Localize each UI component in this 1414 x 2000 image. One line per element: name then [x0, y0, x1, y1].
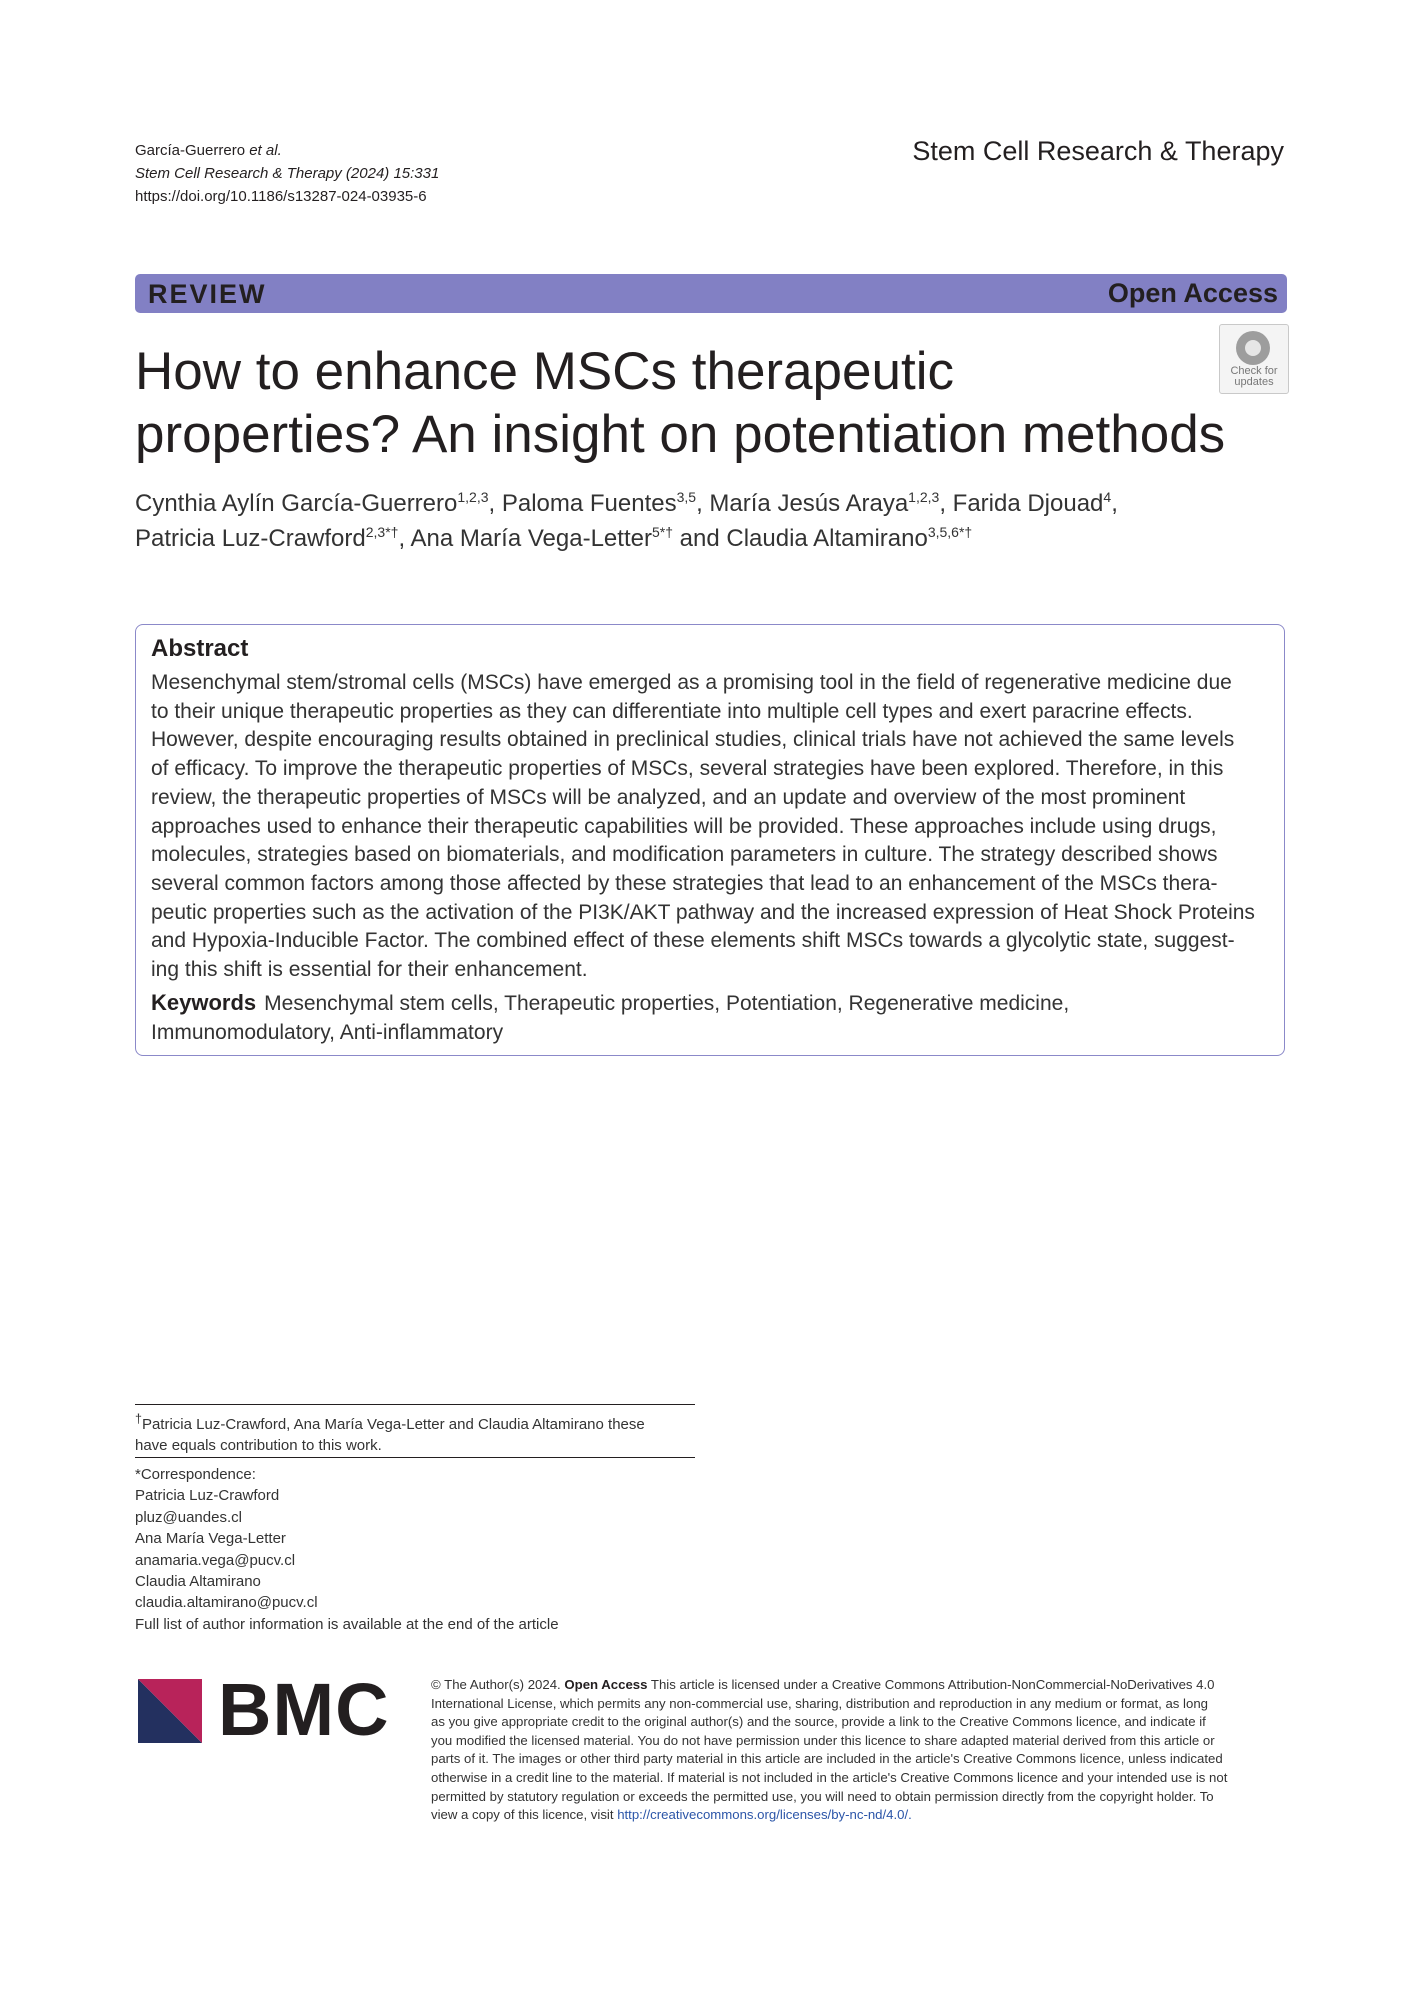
- author-name: Paloma Fuentes: [501, 490, 677, 517]
- first-author: García-Guerrero: [135, 142, 246, 159]
- correspondent-name: Patricia Luz-Crawford: [135, 1487, 280, 1505]
- title-line-2: properties? An insight on potentiation methods: [135, 405, 1226, 464]
- author-name: Cynthia Aylín García-Guerrero: [135, 490, 458, 517]
- license-link[interactable]: http://creativecommons.org/licenses/by-nc-nd/4.0/.: [617, 1807, 912, 1823]
- check-for-updates-badge[interactable]: [1219, 324, 1289, 394]
- author-affiliation: 2,3*†: [365, 524, 399, 540]
- abstract-text: [151, 669, 1273, 985]
- abstract-heading: Abstract: [151, 635, 249, 662]
- correspondent-email[interactable]: claudia.altamirano@pucv.cl: [135, 1594, 318, 1612]
- author-affiliation: 1,2,3: [908, 489, 940, 505]
- footnote-rule: [135, 1404, 695, 1405]
- author-name: Patricia Luz-Crawford: [135, 525, 366, 552]
- correspondent-email[interactable]: anamaria.vega@pucv.cl: [135, 1551, 296, 1569]
- author-list: Cynthia Aylín García-Guerrero$^{1,2,3}$, Paloma Fuentes$^{3,5}$, María Jesús Araya$^{1,2,3}$, Farida Djouad$^4$, Patricia Luz-Crawford$^{2,3*\dagger}$, Ana María Vega-Letter$^{5*\dagger}$ and Claudia Altamirano$^{3,5,6*\dagger}$: [135, 489, 1118, 552]
- correspondent-name: Claudia Altamirano: [135, 1573, 261, 1591]
- author-affiliation: 3,5,6*†: [927, 524, 973, 540]
- author-affiliation: 1,2,3: [457, 489, 489, 505]
- abstract-line: approaches used to enhance their therapeutic capabilities will be provided. These approaches include using drugs,: [151, 814, 1217, 838]
- journal-name: Stem Cell Research & Therapy: [912, 136, 1284, 166]
- author-name: Ana María Vega-Letter: [410, 525, 652, 552]
- license-text: © The Author(s) 2024. Open Access This article is licensed under a Creative Commons Attribution-NonCommercial-NoDerivatives 4.0 International License, which permits any non-commercial use, sharing, distribution and reproduction in any medium or format, as long as you give appropriate credit to the original author(s) and the source, provide a link to the Creative Commons licence, and indicate if you modified the licensed material. You do not have permission under this licence to share adapted material derived from this article or parts of it. The images or other third party material in this article are included in the article's Creative Commons licence, unless indicated otherwise in a credit line to the material. If material is not included in the article's Creative Commons licence and your intended use is not permitted by statutory regulation or exceeds the permitted use, you will need to obtain permission directly from the copyright holder. To view a copy of this licence, visit http://creativecommons.org/licenses/by-nc-nd/4.0/.: [431, 1677, 1228, 1823]
- author-affiliation: 3,5: [676, 489, 697, 505]
- author-affiliation: 4: [1103, 489, 1112, 505]
- title-line-1: How to enhance MSCs therapeutic: [135, 342, 954, 401]
- author-name: Claudia Altamirano: [726, 525, 928, 552]
- abstract-line: peutic properties such as the activation of the PI3K/AKT pathway and the increased expression of Heat Shock Proteins: [151, 900, 1255, 924]
- abstract-line: Mesenchymal stem/stromal cells (MSCs) have emerged as a promising tool in the field of regenerative medicine due: [151, 671, 1232, 694]
- doi-link[interactable]: https://doi.org/10.1186/s13287-024-03935-6: [135, 188, 427, 205]
- abstract-line: molecules, strategies based on biomaterials, and modification parameters in culture. The strategy described shows: [151, 843, 1218, 867]
- abstract-line: several common factors among those affected by these strategies that lead to an enhancement of the MSCs thera-: [151, 871, 1218, 895]
- abstract-line: ing this shift is essential for their enhancement.: [151, 958, 588, 982]
- abstract-box: [135, 624, 1285, 1056]
- badge-line-1: Check for: [1230, 365, 1278, 377]
- author-info-note: Full list of author information is available at the end of the article: [135, 1615, 559, 1633]
- author-affiliation: 5*†: [651, 524, 673, 540]
- keywords-label: Keywords: [151, 990, 257, 1015]
- abstract-line: of efficacy. To improve the therapeutic properties of MSCs, several strategies have been explored. Therefore, in this: [151, 757, 1224, 781]
- keywords-text: Immunomodulatory, Anti-inflammatory: [151, 1021, 504, 1044]
- article-title: [135, 340, 1285, 466]
- article-type-bar: [135, 274, 1287, 313]
- journal-citation: Stem Cell Research & Therapy (2024) 15:331: [135, 165, 440, 182]
- abstract-line: and Hypoxia-Inducible Factor. The combined effect of these elements shift MSCs towards a glycolytic state, suggest-: [151, 929, 1235, 953]
- article-type: REVIEW: [148, 279, 267, 309]
- bmc-logo-text: BMC: [218, 1668, 390, 1751]
- check-updates-icon: [1236, 331, 1270, 365]
- author-name: Farida Djouad: [952, 490, 1104, 517]
- equal-contribution-note: †Patricia Luz-Crawford, Ana María Vega-Letter and Claudia Altamirano these have equals contribution to this work.: [135, 1412, 645, 1454]
- bmc-logo: [138, 1668, 400, 1751]
- keywords-text: Mesenchymal stem cells, Therapeutic properties, Potentiation, Regenerative medicine,: [264, 992, 1070, 1015]
- abstract-line: review, the therapeutic properties of MSCs will be analyzed, and an update and overview of the most prominent: [151, 785, 1186, 809]
- footnote-rule: [135, 1457, 695, 1458]
- correspondence-label: *Correspondence:: [135, 1466, 256, 1483]
- correspondence-block: [135, 1464, 559, 1635]
- citation-block: [135, 139, 439, 208]
- et-al: et al.: [249, 142, 282, 159]
- open-access-label: Open Access: [1107, 278, 1278, 308]
- keywords: [151, 988, 1271, 1047]
- correspondent-name: Ana María Vega-Letter: [135, 1530, 286, 1548]
- license-open-access: Open Access: [564, 1677, 648, 1692]
- correspondent-email[interactable]: pluz@uandes.cl: [135, 1508, 242, 1526]
- badge-line-2: updates: [1234, 376, 1274, 388]
- abstract-line: to their unique therapeutic properties as they can differentiate into multiple cell types and exert paracrine effects.: [151, 699, 1193, 723]
- author-name: María Jesús Araya: [709, 490, 909, 517]
- abstract-line: However, despite encouraging results obtained in preclinical studies, clinical trials have not achieved the same levels: [151, 728, 1235, 752]
- bmc-logo-mark-icon: [138, 1679, 202, 1743]
